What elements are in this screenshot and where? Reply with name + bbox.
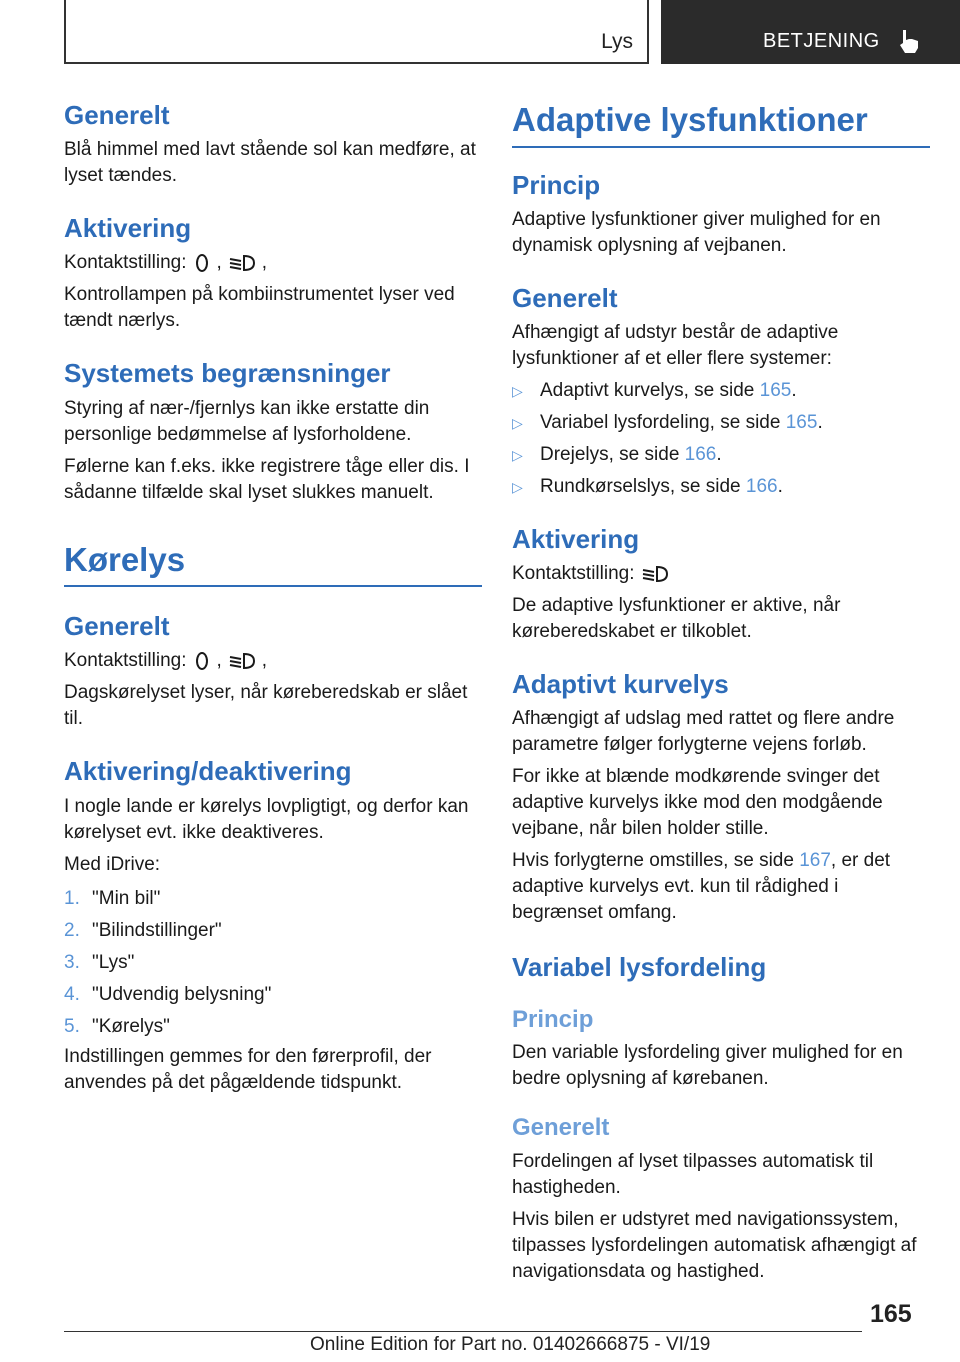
korelys-text: Dagskørelyset lyser, når køreberedskab er slået til. [64, 682, 468, 730]
list-item [512, 410, 930, 436]
step-label: "Min bil" [92, 887, 161, 909]
adaptive-rule [512, 146, 930, 148]
step-number: 1. [64, 887, 80, 909]
list-item [64, 982, 482, 1008]
step-number: 3. [64, 951, 80, 973]
kurvelys-text-3b: , er det adaptive kurvelys evt. kun til rådighed i begrænset omfang. [512, 850, 891, 924]
aktdeakt-text-3: Indstillingen gemmes for den førerprofil, der anvendes på det pågældende tidspunkt. [64, 1045, 432, 1093]
bullet-text: Adaptivt kurvelys, se side [540, 379, 755, 401]
variabel-princip-text: Den variable lysfordeling giver mulighed for en bedre oplysning af kørebanen. [512, 1042, 903, 1090]
page-link[interactable]: 166 [684, 443, 717, 465]
generelt-text: Blå himmel med lavt stående sol kan medføre, at lyset tændes. [64, 139, 476, 187]
list-item [512, 474, 930, 500]
bullet-end: . [817, 411, 823, 433]
header-chapter-label: BETJENING [763, 30, 880, 52]
systemets-text-1: Styring af nær-/fjernlys kan ikke erstatte din personlige bedømmelse af lysforholdene. [64, 397, 430, 445]
low-beam-icon [222, 650, 262, 672]
systemets-text-2: Følerne kan f.eks. ikke registrere tåge eller dis. I sådanne tilfælde skal lyset slukkes manuelt. [64, 455, 470, 503]
step-number: 4. [64, 983, 80, 1005]
step-label: "Lys" [92, 951, 135, 973]
separator: , [216, 252, 222, 274]
contact-position-label: Kontaktstilling: [64, 650, 187, 672]
heading-korelys-generelt: Generelt [64, 611, 170, 642]
heading-aktivering: Aktivering [512, 523, 640, 554]
list-item [64, 918, 482, 944]
low-beam-icon [222, 252, 262, 274]
bullet-text: Variabel lysfordeling, se side [540, 411, 781, 433]
triangle-bullet-icon: ▷ [512, 478, 523, 495]
kurvelys-text-3a: Hvis forlygterne omstilles, se side [512, 850, 794, 872]
page-number: 165 [870, 1300, 912, 1328]
korelys-rule [64, 585, 482, 587]
generelt-text: Afhængigt af udstyr består de adaptive lysfunktioner af et eller flere systemer: [512, 321, 839, 369]
separator: , [261, 252, 268, 274]
bullet-end: . [716, 443, 722, 465]
footer-edition: Online Edition for Part no. 01402666875 - VI/19 [310, 1334, 711, 1355]
step-label: "Kørelys" [92, 1015, 170, 1037]
list-item [64, 886, 482, 912]
contact-position-row [64, 250, 482, 276]
heading-adaptive-lysfunktioner: Adaptive lysfunktioner [512, 101, 868, 138]
list-item [512, 442, 930, 468]
heading-variabel-generelt: Generelt [512, 1114, 610, 1142]
contact-position-label: Kontaktstilling: [64, 252, 187, 274]
heading-systemets-begraensninger: Systemets begrænsninger [64, 358, 391, 389]
heading-generelt: Generelt [64, 100, 170, 130]
step-number: 2. [64, 919, 80, 941]
princip-text: Adaptive lysfunktioner giver mulighed for en dynamisk oplysning af vejbanen. [512, 208, 881, 256]
right-column [512, 100, 930, 1285]
bullet-text: Drejelys, se side [540, 443, 680, 465]
ignition-off-icon [187, 252, 217, 274]
contact-position-label: Kontaktstilling: [512, 563, 635, 585]
aktdeakt-text-1: I nogle lande er kørelys lovpligtigt, og derfor kan kørelyset evt. ikke deaktiveres. [64, 795, 469, 843]
bullet-end: . [791, 379, 797, 401]
aktivering-text: De adaptive lysfunktioner er aktive, når køreberedskabet er tilkoblet. [512, 595, 841, 643]
footer-rule [64, 1331, 862, 1332]
step-number: 5. [64, 1015, 80, 1037]
kurvelys-text-1: Afhængigt af udslag med rattet og flere andre parametre følger forlygterne vejens forløb. [512, 708, 895, 756]
header-section-label: Lys [601, 30, 633, 53]
list-item [512, 378, 930, 404]
variabel-generelt-text-2: Hvis bilen er udstyret med navigationssystem, tilpasses lysfordelingen automatisk afhængigt af navigationsdata og hastighed. [512, 1209, 917, 1283]
header-chapter-box [661, 0, 960, 64]
page-link[interactable]: 165 [759, 379, 792, 401]
heading-variabel-princip: Princip [512, 1005, 594, 1033]
header-section-box [64, 0, 649, 64]
idrive-steps-list [64, 886, 482, 1040]
triangle-bullet-icon: ▷ [512, 446, 523, 463]
left-column [64, 100, 482, 1096]
variabel-generelt-text-1: Fordelingen af lyset tilpasses automatisk til hastigheden. [512, 1151, 874, 1199]
aktivering-text: Kontrollampen på kombiinstrumentet lyser ved tændt nærlys. [64, 284, 455, 332]
bullet-end: . [777, 475, 783, 497]
page-link[interactable]: 167 [799, 850, 831, 872]
contact-position-row [512, 561, 930, 587]
heading-generelt: Generelt [512, 282, 618, 313]
hand-pointer-icon [897, 28, 921, 54]
triangle-bullet-icon: ▷ [512, 382, 523, 399]
kurvelys-text-3 [512, 848, 930, 926]
step-label: "Udvendig belysning" [92, 983, 272, 1005]
page-link[interactable]: 166 [745, 475, 778, 497]
list-item [64, 1014, 482, 1040]
heading-adaptivt-kurvelys: Adaptivt kurvelys [512, 669, 729, 700]
heading-korelys: Kørelys [64, 540, 186, 578]
aktdeakt-text-2: Med iDrive: [64, 853, 161, 875]
list-item [64, 950, 482, 976]
low-beam-icon [635, 563, 675, 585]
kurvelys-text-2: For ikke at blænde modkørende svinger det adaptive kurvelys ikke mod den modgående vejbane, når bilen holder stille. [512, 766, 883, 840]
heading-aktivering: Aktivering [64, 213, 192, 244]
page-link[interactable]: 165 [785, 411, 818, 433]
heading-princip: Princip [512, 169, 601, 200]
separator: , [261, 650, 268, 672]
step-label: "Bilindstillinger" [92, 919, 222, 941]
heading-aktivering-deaktivering: Aktivering/deaktivering [64, 756, 352, 787]
heading-variabel-lysfordeling: Variabel lysfordeling [512, 952, 767, 983]
ignition-off-icon [187, 650, 217, 672]
separator: , [216, 650, 222, 672]
triangle-bullet-icon: ▷ [512, 414, 523, 431]
korelys-contact-position-row [64, 648, 482, 674]
bullet-text: Rundkørselslys, se side [540, 475, 741, 497]
